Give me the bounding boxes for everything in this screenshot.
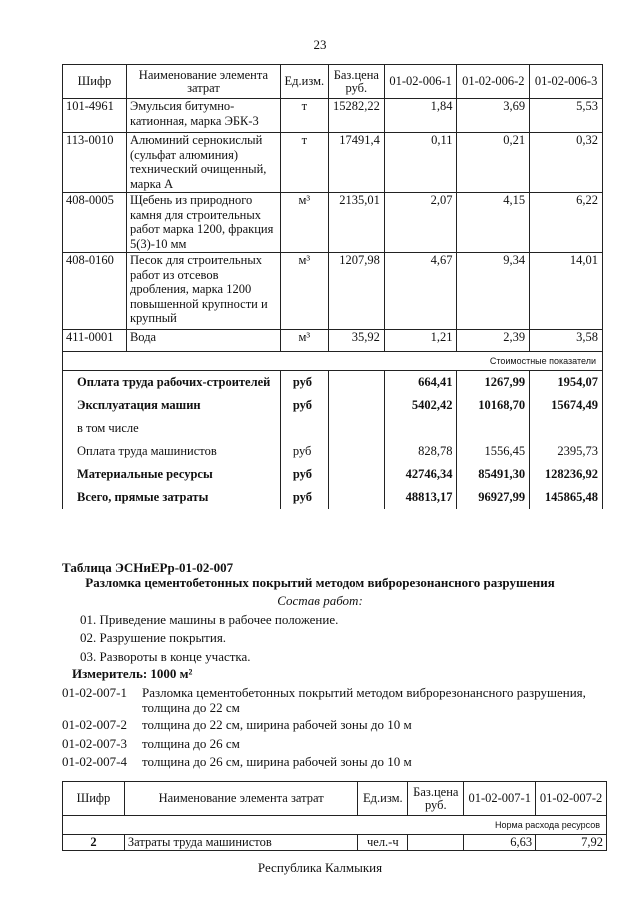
summary-row <box>63 440 603 463</box>
row-value-1: 0,11 <box>384 133 457 193</box>
row-price <box>408 835 464 851</box>
summary-value-3 <box>530 417 603 440</box>
summary-name: в том числе <box>63 417 281 440</box>
row-value-2: 7,92 <box>536 835 607 851</box>
summary-name: Всего, прямые затраты <box>63 486 281 509</box>
footer-region: Республика Калмыкия <box>257 860 383 875</box>
table-row <box>63 253 603 330</box>
row-value-2: 3,69 <box>457 99 530 133</box>
table-header-row <box>63 65 603 99</box>
row-code: 411-0001 <box>63 330 127 352</box>
row-price: 1207,98 <box>328 253 384 330</box>
header-name: Наименование элемента затрат <box>124 782 357 816</box>
summary-name: Материальные ресурсы <box>63 463 281 486</box>
summary-unit: руб <box>280 394 328 417</box>
row-value-1: 1,21 <box>384 330 457 352</box>
item-text: толщина до 26 см <box>142 736 240 751</box>
table-row <box>63 99 603 133</box>
row-value-3: 6,22 <box>530 193 603 253</box>
summary-value-1: 828,78 <box>384 440 457 463</box>
cost-indicators-label: Стоимостные показатели <box>63 352 603 371</box>
summary-value-1: 48813,17 <box>384 486 457 509</box>
works-heading: Состав работ: <box>277 593 363 608</box>
row-value-1: 4,67 <box>384 253 457 330</box>
table-row <box>63 835 607 851</box>
row-unit: м³ <box>280 253 328 330</box>
row-value-3: 5,53 <box>530 99 603 133</box>
row-value-2: 0,21 <box>457 133 530 193</box>
summary-value-3: 15674,49 <box>530 394 603 417</box>
row-name: Затраты труда машинистов <box>124 835 357 851</box>
header-col-2: 01-02-006-2 <box>457 65 530 99</box>
item-code: 01-02-007-1 <box>62 685 127 700</box>
item-text: Разломка цементобетонных покрытий методом виброрезонансного разрушения, <box>142 685 586 700</box>
summary-price-empty <box>328 463 384 486</box>
meter-label: Измеритель: 1000 м² <box>72 666 193 681</box>
item-code: 01-02-007-4 <box>62 754 127 769</box>
row-value-1: 2,07 <box>384 193 457 253</box>
row-unit: м³ <box>280 330 328 352</box>
row-value-1: 6,63 <box>464 835 536 851</box>
row-code: 408-0005 <box>63 193 127 253</box>
summary-price-empty <box>328 371 384 395</box>
summary-unit: руб <box>280 486 328 509</box>
summary-value-2: 96927,99 <box>457 486 530 509</box>
summary-row <box>63 417 603 440</box>
header-col-3: 01-02-006-3 <box>530 65 603 99</box>
row-name: Щебень из природного камня для строительных работ марка 1200, фракция 5(3)-10 мм <box>126 193 280 253</box>
table-row <box>63 193 603 253</box>
summary-row <box>63 371 603 395</box>
table-header-row <box>63 782 607 816</box>
summary-row <box>63 394 603 417</box>
row-name: Песок для строительных работ из отсевов дробления, марка 1200 повышенной крупности и крупный <box>126 253 280 330</box>
header-price: Баз.цена руб. <box>328 65 384 99</box>
summary-unit: руб <box>280 440 328 463</box>
row-name: Вода <box>126 330 280 352</box>
item-code: 01-02-007-3 <box>62 736 127 751</box>
row-value-1: 1,84 <box>384 99 457 133</box>
item-text: толщина до 26 см, ширина рабочей зоны до 10 м <box>142 754 412 769</box>
summary-value-2: 1267,99 <box>457 371 530 395</box>
row-value-3: 14,01 <box>530 253 603 330</box>
item-text: толщина до 22 см, ширина рабочей зоны до 10 м <box>142 717 412 732</box>
table-row <box>63 330 603 352</box>
row-name: Эмульсия битумно-катионная, марка ЭБК-3 <box>126 99 280 133</box>
work-item: 03. Развороты в конце участка. <box>80 649 251 664</box>
summary-value-1: 5402,42 <box>384 394 457 417</box>
row-value-2: 2,39 <box>457 330 530 352</box>
summary-name: Оплата труда рабочих-строителей <box>63 371 281 395</box>
page-number: 23 <box>313 37 327 52</box>
row-code: 101-4961 <box>63 99 127 133</box>
summary-value-2: 85491,30 <box>457 463 530 486</box>
summary-price-empty <box>328 440 384 463</box>
row-unit: м³ <box>280 193 328 253</box>
header-name: Наименование элемента затрат <box>126 65 280 99</box>
row-unit: т <box>280 99 328 133</box>
row-value-3: 0,32 <box>530 133 603 193</box>
row-code: 408-0160 <box>63 253 127 330</box>
item-code: 01-02-007-2 <box>62 717 127 732</box>
header-price: Баз.цена руб. <box>408 782 464 816</box>
row-code: 113-0010 <box>63 133 127 193</box>
summary-value-3: 145865,48 <box>530 486 603 509</box>
summary-value-3: 1954,07 <box>530 371 603 395</box>
resources-table-006 <box>62 64 603 509</box>
row-price: 35,92 <box>328 330 384 352</box>
header-code: Шифр <box>63 65 127 99</box>
header-code: Шифр <box>63 782 125 816</box>
summary-price-empty <box>328 486 384 509</box>
summary-value-2 <box>457 417 530 440</box>
cost-indicators-row <box>63 352 603 371</box>
row-price: 15282,22 <box>328 99 384 133</box>
norm-label-row <box>63 816 607 835</box>
row-price: 17491,4 <box>328 133 384 193</box>
summary-price-empty <box>328 394 384 417</box>
summary-value-2: 10168,70 <box>457 394 530 417</box>
row-price: 2135,01 <box>328 193 384 253</box>
summary-name: Эксплуатация машин <box>63 394 281 417</box>
row-value-2: 9,34 <box>457 253 530 330</box>
summary-value-1 <box>384 417 457 440</box>
row-name: Алюминий сернокислый (сульфат алюминия) технический очищенный, марка А <box>126 133 280 193</box>
summary-value-1: 664,41 <box>384 371 457 395</box>
section-title: Разломка цементобетонных покрытий методом виброрезонансного разрушения <box>85 575 555 590</box>
summary-value-3: 2395,73 <box>530 440 603 463</box>
summary-value-3: 128236,92 <box>530 463 603 486</box>
table-label: Таблица ЭСНиЕРр-01-02-007 <box>62 560 234 575</box>
header-col-1: 01-02-007-1 <box>464 782 536 816</box>
norm-label: Норма расхода ресурсов <box>63 816 607 835</box>
header-col-2: 01-02-007-2 <box>536 782 607 816</box>
summary-value-2: 1556,45 <box>457 440 530 463</box>
header-unit: Ед.изм. <box>358 782 408 816</box>
work-item: 01. Приведение машины в рабочее положение. <box>80 612 339 627</box>
header-col-1: 01-02-006-1 <box>384 65 457 99</box>
table-row <box>63 133 603 193</box>
summary-price-empty <box>328 417 384 440</box>
row-value-2: 4,15 <box>457 193 530 253</box>
summary-row <box>63 486 603 509</box>
summary-unit: руб <box>280 371 328 395</box>
resources-table-007 <box>62 781 607 851</box>
summary-unit: руб <box>280 463 328 486</box>
item-text-continued: толщина до 22 см <box>142 700 240 715</box>
summary-name: Оплата труда машинистов <box>63 440 281 463</box>
row-unit: т <box>280 133 328 193</box>
summary-value-1: 42746,34 <box>384 463 457 486</box>
row-value-3: 3,58 <box>530 330 603 352</box>
summary-unit <box>280 417 328 440</box>
summary-row <box>63 463 603 486</box>
work-item: 02. Разрушение покрытия. <box>80 630 227 645</box>
row-unit: чел.-ч <box>358 835 408 851</box>
header-unit: Ед.изм. <box>280 65 328 99</box>
row-code: 2 <box>63 835 125 851</box>
